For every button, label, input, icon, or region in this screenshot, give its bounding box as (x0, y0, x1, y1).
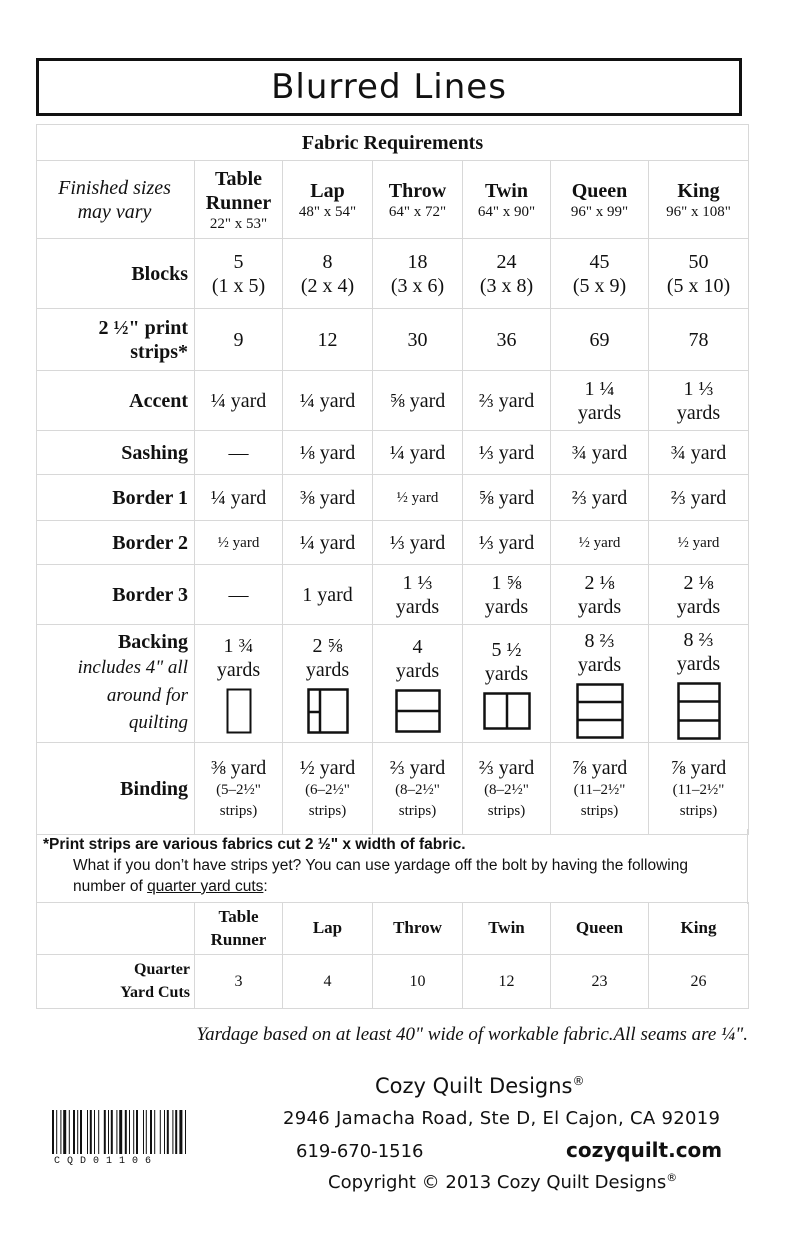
table-cell: 78 (649, 309, 749, 371)
table-cell: 1 ¾ yards (195, 625, 283, 743)
quarter-col-king: King (649, 903, 749, 955)
table-cell: ⅜ yard (283, 475, 373, 521)
copyright: Copyright © 2013 Cozy Quilt Designs® (328, 1171, 678, 1193)
table-cell: 1 ⅓ yards (649, 371, 749, 431)
quarter-col-queen: Queen (551, 903, 649, 955)
table-cell: ⅔ yard (649, 475, 749, 521)
fabric-requirements-table (36, 124, 749, 835)
sashing-label: Sashing (37, 431, 195, 475)
table-cell: ⅔ yard (8–2½" strips) (463, 743, 551, 835)
blocks-row (37, 239, 749, 309)
table-cell: 4 (283, 955, 373, 1009)
table-header: Fabric Requirements (37, 125, 749, 161)
company-name: Cozy Quilt Designs® (375, 1074, 585, 1098)
border1-label: Border 1 (37, 475, 195, 521)
quarter-values-row (37, 955, 749, 1009)
table-cell: ⅔ yard (551, 475, 649, 521)
table-cell: ⅛ yard (283, 431, 373, 475)
backing-diagram-3-panel (576, 683, 624, 739)
border1-row (37, 475, 749, 521)
col-twin: Twin 64" x 90" (463, 161, 551, 239)
accent-row (37, 371, 749, 431)
backing-diagram-3-panel (677, 682, 721, 740)
backing-diagram-2-panel-pieced (307, 688, 349, 734)
table-cell: 9 (195, 309, 283, 371)
yardage-note: Yardage based on at least 40" wide of workable fabric.All seams are ¼". (196, 1024, 748, 1045)
quarter-col-throw: Throw (373, 903, 463, 955)
table-cell: 1 ⅓ yards (373, 565, 463, 625)
table-cell: ⅔ yard (8–2½" strips) (373, 743, 463, 835)
accent-label: Accent (37, 371, 195, 431)
table-cell: 4 yards (373, 625, 463, 743)
table-cell: ¼ yard (195, 475, 283, 521)
border2-row (37, 521, 749, 565)
table-cell: 12 (463, 955, 551, 1009)
table-cell: 5 (1 x 5) (195, 239, 283, 309)
quarter-col-twin: Twin (463, 903, 551, 955)
backing-label: Backing includes 4" all around for quilting (37, 625, 195, 743)
table-cell: 1 ¼ yards (551, 371, 649, 431)
table-cell: 8 (2 x 4) (283, 239, 373, 309)
table-cell: 10 (373, 955, 463, 1009)
col-table-runner: Table Runner 22" x 53" (195, 161, 283, 239)
size-row (37, 161, 749, 239)
col-lap: Lap 48" x 54" (283, 161, 373, 239)
backing-row (37, 625, 749, 743)
title-box (36, 58, 742, 116)
table-cell: ⅓ yard (463, 431, 551, 475)
table-cell: ¼ yard (195, 371, 283, 431)
table-cell: 24 (3 x 8) (463, 239, 551, 309)
table-cell: 12 (283, 309, 373, 371)
table-cell: 1 ⅝ yards (463, 565, 551, 625)
finished-sizes-label: Finished sizes may vary (37, 161, 195, 239)
table-cell: 8 ⅔ yards (649, 625, 749, 743)
table-cell: 30 (373, 309, 463, 371)
table-cell: 2 ⅛ yards (551, 565, 649, 625)
table-cell: ½ yard (6–2½" strips) (283, 743, 373, 835)
quarter-yard-cuts-label: Quarter Yard Cuts (37, 955, 195, 1009)
page-title: Blurred Lines (271, 67, 507, 107)
table-cell: 1 yard (283, 565, 373, 625)
quarter-header-row (37, 903, 749, 955)
table-cell: ½ yard (195, 521, 283, 565)
print-strips-row (37, 309, 749, 371)
quarter-yard-cuts-text: quarter yard cuts (147, 877, 264, 895)
table-cell: ¾ yard (551, 431, 649, 475)
quarter-col-lap: Lap (283, 903, 373, 955)
col-throw: Throw 64" x 72" (373, 161, 463, 239)
table-cell: ¼ yard (283, 371, 373, 431)
table-cell: ½ yard (649, 521, 749, 565)
quarter-col-table-runner: Table Runner (195, 903, 283, 955)
footnote-text: What if you don’t have strips yet? You can use yardage off the bolt by having the following number of quarter yard cuts: (73, 856, 688, 895)
table-cell (37, 903, 195, 955)
company-website[interactable]: cozyquilt.com (566, 1138, 723, 1162)
table-cell: 36 (463, 309, 551, 371)
company-address: 2946 Jamacha Road, Ste D, El Cajon, CA 92019 (283, 1108, 721, 1129)
border2-label: Border 2 (37, 521, 195, 565)
col-king: King 96" x 108" (649, 161, 749, 239)
table-cell: ½ yard (373, 475, 463, 521)
table-cell: 3 (195, 955, 283, 1009)
table-cell: 69 (551, 309, 649, 371)
backing-diagram-2-panel-vertical (483, 692, 531, 730)
table-cell: 26 (649, 955, 749, 1009)
table-cell: ¼ yard (373, 431, 463, 475)
table-cell: — (195, 565, 283, 625)
table-cell: 45 (5 x 9) (551, 239, 649, 309)
table-cell: 23 (551, 955, 649, 1009)
table-cell: ⅔ yard (463, 371, 551, 431)
binding-label: Binding (37, 743, 195, 835)
table-cell: 5 ½ yards (463, 625, 551, 743)
border3-label: Border 3 (37, 565, 195, 625)
barcode-text: CQD01106 (54, 1156, 159, 1167)
backing-diagram-1-panel (226, 688, 252, 734)
border3-row (37, 565, 749, 625)
sashing-row (37, 431, 749, 475)
table-cell: ¼ yard (283, 521, 373, 565)
table-cell: ⅞ yard (11–2½" strips) (649, 743, 749, 835)
table-cell: 18 (3 x 6) (373, 239, 463, 309)
quarter-yard-cuts-table (36, 902, 749, 1009)
table-cell: 2 ⅝ yards (283, 625, 373, 743)
table-cell: ½ yard (551, 521, 649, 565)
table-cell: ⅓ yard (463, 521, 551, 565)
barcode (52, 1110, 230, 1154)
print-strips-label: 2 ½" print strips* (37, 309, 195, 371)
table-cell: 2 ⅛ yards (649, 565, 749, 625)
table-cell: ⅝ yard (373, 371, 463, 431)
table-cell: ⅞ yard (11–2½" strips) (551, 743, 649, 835)
table-cell: — (195, 431, 283, 475)
table-cell: ⅓ yard (373, 521, 463, 565)
backing-diagram-2-panel-horizontal (395, 689, 441, 733)
company-phone: 619-670-1516 (296, 1141, 424, 1162)
col-queen: Queen 96" x 99" (551, 161, 649, 239)
table-cell: 50 (5 x 10) (649, 239, 749, 309)
blocks-label: Blocks (37, 239, 195, 309)
binding-row (37, 743, 749, 835)
table-cell: ⅝ yard (463, 475, 551, 521)
table-cell: ¾ yard (649, 431, 749, 475)
table-cell: 8 ⅔ yards (551, 625, 649, 743)
footnote-bold: *Print strips are various fabrics cut 2 ½" x width of fabric. (43, 836, 466, 853)
table-cell: ⅜ yard (5–2½" strips) (195, 743, 283, 835)
footnote (36, 829, 748, 904)
